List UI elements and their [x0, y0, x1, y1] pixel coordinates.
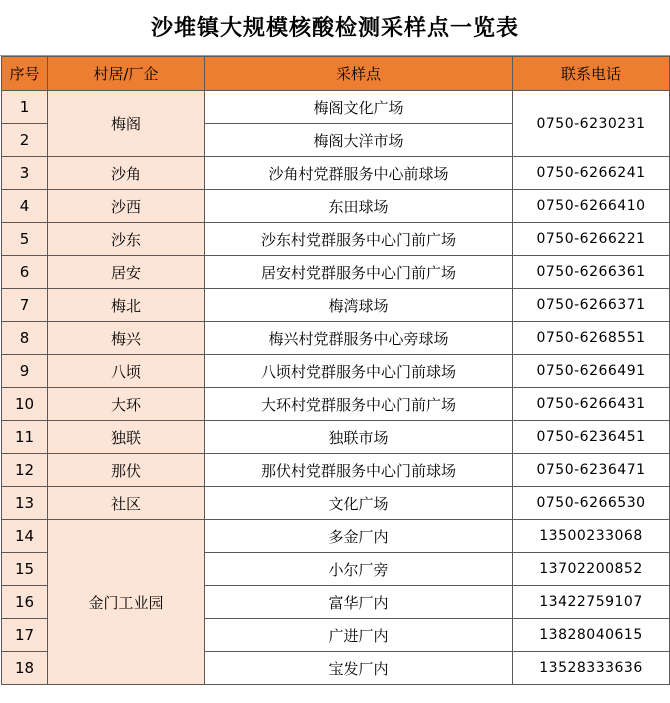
table-row — [2, 388, 670, 421]
site-cell: 东田球场 — [205, 190, 513, 223]
table-row — [2, 421, 670, 454]
table-row — [2, 157, 670, 190]
village-cell: 沙角 — [48, 157, 205, 190]
phone-cell: 13500233068 — [513, 520, 670, 553]
village-cell: 沙西 — [48, 190, 205, 223]
seq-cell: 13 — [2, 487, 48, 520]
seq-cell: 16 — [2, 586, 48, 619]
village-cell: 梅兴 — [48, 322, 205, 355]
phone-cell: 0750-6266431 — [513, 388, 670, 421]
site-cell: 文化广场 — [205, 487, 513, 520]
village-cell: 大环 — [48, 388, 205, 421]
phone-cell: 0750-6236471 — [513, 454, 670, 487]
site-cell: 梅阁大洋市场 — [205, 124, 513, 157]
phone-cell: 0750-6266530 — [513, 487, 670, 520]
seq-cell: 17 — [2, 619, 48, 652]
site-cell: 那伏村党群服务中心门前球场 — [205, 454, 513, 487]
seq-cell: 18 — [2, 652, 48, 685]
page-title: 沙堆镇大规模核酸检测采样点一览表 — [0, 0, 670, 56]
village-cell: 金门工业园 — [48, 520, 205, 685]
seq-cell: 1 — [2, 91, 48, 124]
phone-cell: 0750-6266221 — [513, 223, 670, 256]
phone-cell: 13528333636 — [513, 652, 670, 685]
site-cell: 梅阁文化广场 — [205, 91, 513, 124]
table-row — [2, 487, 670, 520]
header-phone: 联系电话 — [513, 57, 670, 91]
seq-cell: 2 — [2, 124, 48, 157]
site-cell: 广进厂内 — [205, 619, 513, 652]
phone-cell: 0750-6268551 — [513, 322, 670, 355]
table-row — [2, 322, 670, 355]
seq-cell: 12 — [2, 454, 48, 487]
phone-cell: 13828040615 — [513, 619, 670, 652]
table-row — [2, 355, 670, 388]
site-cell: 八顷村党群服务中心门前球场 — [205, 355, 513, 388]
phone-cell: 0750-6230231 — [513, 91, 670, 157]
table-row — [2, 256, 670, 289]
phone-cell: 0750-6266371 — [513, 289, 670, 322]
site-cell: 居安村党群服务中心门前广场 — [205, 256, 513, 289]
seq-cell: 7 — [2, 289, 48, 322]
village-cell: 沙东 — [48, 223, 205, 256]
table-row — [2, 289, 670, 322]
seq-cell: 3 — [2, 157, 48, 190]
site-cell: 富华厂内 — [205, 586, 513, 619]
seq-cell: 11 — [2, 421, 48, 454]
site-cell: 小尔厂旁 — [205, 553, 513, 586]
seq-cell: 6 — [2, 256, 48, 289]
seq-cell: 15 — [2, 553, 48, 586]
sampling-sites-table — [1, 56, 670, 685]
table-row — [2, 91, 670, 124]
site-cell: 梅兴村党群服务中心旁球场 — [205, 322, 513, 355]
seq-cell: 9 — [2, 355, 48, 388]
seq-cell: 14 — [2, 520, 48, 553]
site-cell: 独联市场 — [205, 421, 513, 454]
table-row — [2, 190, 670, 223]
site-cell: 多金厂内 — [205, 520, 513, 553]
site-cell: 宝发厂内 — [205, 652, 513, 685]
seq-cell: 4 — [2, 190, 48, 223]
table-row — [2, 223, 670, 256]
phone-cell: 0750-6236451 — [513, 421, 670, 454]
site-cell: 大环村党群服务中心门前广场 — [205, 388, 513, 421]
village-cell: 居安 — [48, 256, 205, 289]
phone-cell: 13422759107 — [513, 586, 670, 619]
header-seq: 序号 — [2, 57, 48, 91]
table-header-row — [2, 57, 670, 91]
phone-cell: 0750-6266491 — [513, 355, 670, 388]
village-cell: 梅阁 — [48, 91, 205, 157]
village-cell: 八顷 — [48, 355, 205, 388]
site-cell: 沙东村党群服务中心门前广场 — [205, 223, 513, 256]
village-cell: 那伏 — [48, 454, 205, 487]
header-site: 采样点 — [205, 57, 513, 91]
phone-cell: 0750-6266241 — [513, 157, 670, 190]
village-cell: 梅北 — [48, 289, 205, 322]
phone-cell: 13702200852 — [513, 553, 670, 586]
phone-cell: 0750-6266361 — [513, 256, 670, 289]
table-row — [2, 520, 670, 553]
village-cell: 独联 — [48, 421, 205, 454]
seq-cell: 8 — [2, 322, 48, 355]
village-cell: 社区 — [48, 487, 205, 520]
table-row — [2, 454, 670, 487]
site-cell: 沙角村党群服务中心前球场 — [205, 157, 513, 190]
seq-cell: 5 — [2, 223, 48, 256]
site-cell: 梅湾球场 — [205, 289, 513, 322]
phone-cell: 0750-6266410 — [513, 190, 670, 223]
seq-cell: 10 — [2, 388, 48, 421]
header-village: 村居/厂企 — [48, 57, 205, 91]
